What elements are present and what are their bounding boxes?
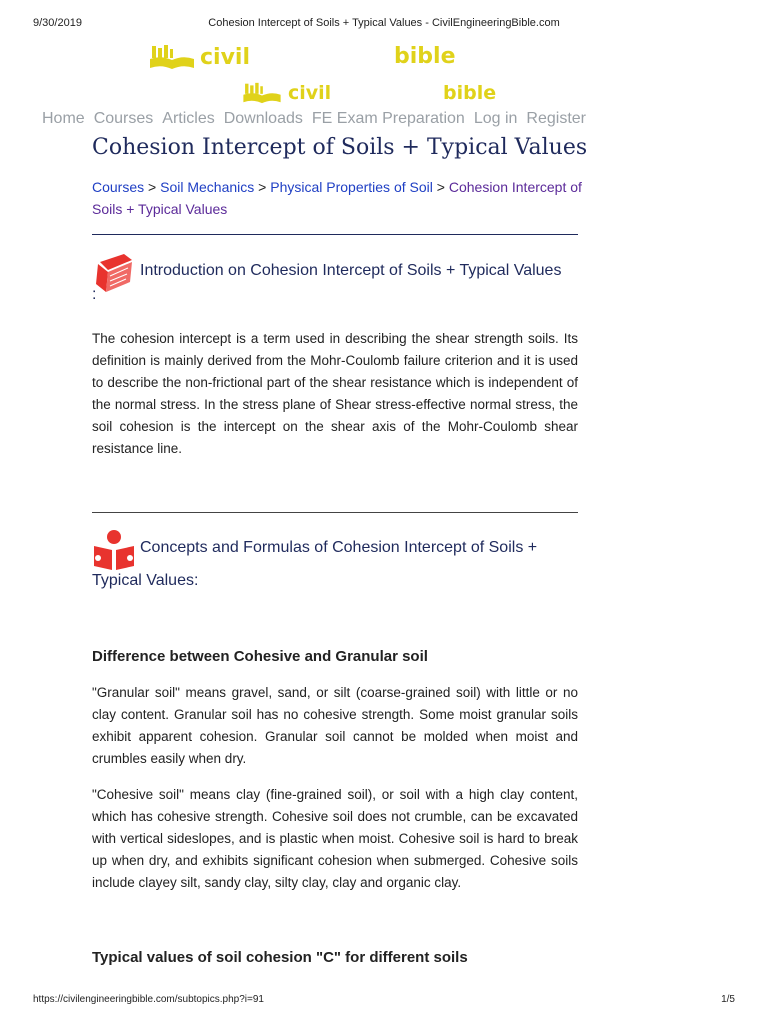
breadcrumb-separator: > <box>436 179 445 195</box>
book-logo-icon <box>148 44 196 70</box>
divider <box>92 512 578 513</box>
book-icon <box>92 252 136 294</box>
site-logo[interactable] <box>148 44 250 70</box>
granular-paragraph: "Granular soil" means gravel, sand, or silt (coarse-grained soil) with little or no clay content. Granular soil has no cohesive strength. Some moist granular soils exhibit apparent cohesion. Granular soil cannot be molded when moist and crumbles easily when dry. <box>92 685 578 766</box>
concepts-heading <box>92 528 582 594</box>
main-nav <box>42 110 595 128</box>
nav-login[interactable]: Log in <box>473 110 518 127</box>
concepts-heading-line2: Typical Values: <box>92 572 199 589</box>
breadcrumb-courses[interactable]: Courses <box>92 179 145 195</box>
intro-heading-text: Introduction on Cohesion Intercept of Soils + Typical Values <box>140 262 562 279</box>
difference-heading: Difference between Cohesive and Granular soil <box>92 648 428 665</box>
concepts-heading-line1: Concepts and Formulas of Cohesion Intercept of Soils + <box>140 539 538 556</box>
nav-fe-exam[interactable]: FE Exam Preparation <box>311 110 465 127</box>
print-page-number: 1/5 <box>721 994 735 1005</box>
print-url: https://civilengineeringbible.com/subtopics.php?i=91 <box>33 994 264 1005</box>
site-logo-secondary[interactable] <box>240 82 331 104</box>
divider <box>92 234 578 235</box>
nav-downloads[interactable]: Downloads <box>223 110 303 127</box>
nav-home[interactable]: Home <box>42 110 85 127</box>
breadcrumb-separator: > <box>258 179 267 195</box>
book-logo-icon <box>240 82 284 104</box>
intro-heading-suffix: : <box>92 286 97 303</box>
logo-word-bible: bible <box>443 82 497 104</box>
page-title: Cohesion Intercept of Soils + Typical Values <box>92 135 588 160</box>
intro-paragraph: The cohesion intercept is a term used in describing the shear strength soils. Its definition is mainly derived from the Mohr-Coulomb failure criterion and it is used to describe the non-frictional part of the shear resistance which is independent of the normal stress. In the stress plane of Shear stress-effective normal stress, the soil cohesion is the intercept on the shear axis of the Mohr-Coulomb shear resistance line. <box>92 331 578 456</box>
logo-word-civil: civil <box>288 82 332 104</box>
typical-values-heading: Typical values of soil cohesion "C" for different soils <box>92 949 468 966</box>
breadcrumb-soil-mechanics[interactable]: Soil Mechanics <box>160 179 255 195</box>
print-date: 9/30/2019 <box>33 17 82 29</box>
nav-courses[interactable]: Courses <box>93 110 154 127</box>
breadcrumb-physical-properties[interactable]: Physical Properties of Soil <box>270 179 433 195</box>
breadcrumb-separator: > <box>148 179 157 195</box>
nav-register[interactable]: Register <box>526 110 586 127</box>
reading-person-icon <box>92 528 136 570</box>
logo-word-bible: bible <box>394 44 456 69</box>
print-title: Cohesion Intercept of Soils + Typical Values - CivilEngineeringBible.com <box>208 17 560 29</box>
logo-word-civil: civil <box>200 44 251 70</box>
breadcrumb-current[interactable]: Cohesion Intercept of Soils + Typical Values <box>92 179 582 217</box>
nav-articles[interactable]: Articles <box>162 110 215 127</box>
breadcrumb <box>92 176 582 220</box>
cohesive-paragraph: "Cohesive soil" means clay (fine-grained soil), or soil with a high clay content, which has cohesive strength. Cohesive soil does not crumble, can be excavated with vertical sideslopes, and is plastic when moist. Cohesive soil is hard to break up when dry, and exhibits significant cohesion when submerged. Cohesive soils include clayey silt, sandy clay, silty clay, clay and organic clay. <box>92 787 578 890</box>
intro-heading <box>92 252 582 308</box>
